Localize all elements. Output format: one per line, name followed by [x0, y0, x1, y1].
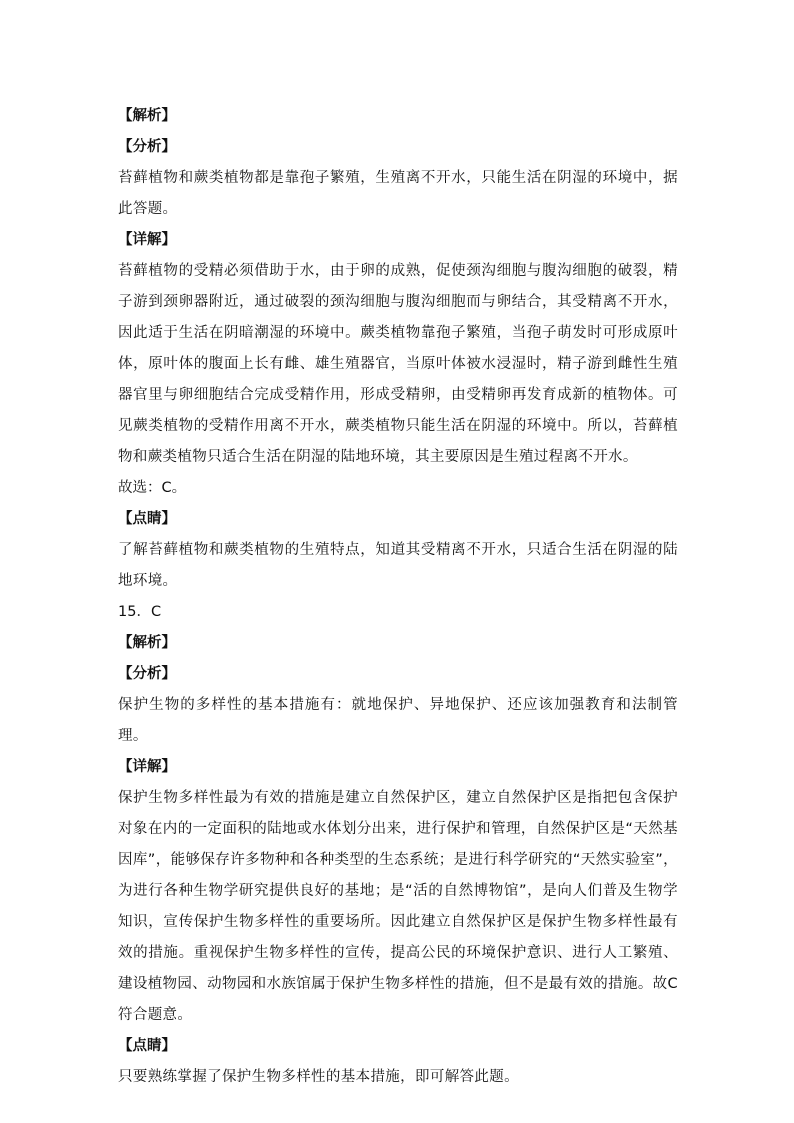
- q14-tag-xiangjie: 【详解】: [118, 232, 176, 248]
- q15-analysis: 保护生物的多样性的基本措施有：就地保护、异地保护、还应该加强教育和法制管理。: [118, 697, 678, 744]
- q15-tag-dianjing: 【点睛】: [118, 1038, 176, 1054]
- q14-tag-fenxi: 【分析】: [118, 139, 176, 155]
- q15-number: 15．C: [118, 604, 162, 620]
- q14-tag-jiexi: 【解析】: [118, 108, 176, 124]
- q15-tag-xiangjie: 【详解】: [118, 759, 176, 775]
- q15-tag-fenxi: 【分析】: [118, 666, 176, 682]
- q14-answer: 故选：C。: [118, 480, 187, 496]
- q15-tag-jiexi: 【解析】: [118, 635, 176, 651]
- q15-comment: 只要熟练掌握了保护生物多样性的基本措施，即可解答此题。: [118, 1069, 519, 1085]
- q14-tag-dianjing: 【点睛】: [118, 511, 176, 527]
- q14-analysis: 苔藓植物和蕨类植物都是靠孢子繁殖，生殖离不开水，只能生活在阴湿的环境中，据此答题。: [118, 170, 678, 217]
- document-page: [118, 101, 678, 1093]
- q15-detail: 保护生物多样性最为有效的措施是建立自然保护区，建立自然保护区是指把包含保护对象在内的一定面积的陆地或水体划分出来，进行保护和管理，自然保护区是“天然基因库”，能够保存许多物种和各种类型的生态系统；是进行科学研究的“天然实验室”，为进行各种生物学研究提供良好的基地；是“活的自然博物馆”，是向人们普及生物学知识，宣传保护生物多样性的重要场所。因此建立自然保护区是保护生物多样性最有效的措施。重视保护生物多样性的宣传，提高公民的环境保护意识、进行人工繁殖、建设植物园、动物园和水族馆属于保护生物多样性的措施，但不是最有效的措施。故C符合题意。: [118, 790, 678, 1023]
- q14-detail: 苔藓植物的受精必须借助于水，由于卵的成熟，促使颈沟细胞与腹沟细胞的破裂，精子游到颈卵器附近，通过破裂的颈沟细胞与腹沟细胞而与卵结合，其受精离不开水，因此适于生活在阴暗潮湿的环境中。蕨类植物靠孢子繁殖，当孢子萌发时可形成原叶体，原叶体的腹面上长有雌、雄生殖器官，当原叶体被水浸湿时，精子游到雌性生殖器官里与卵细胞结合完成受精作用，形成受精卵，由受精卵再发育成新的植物体。可见蕨类植物的受精作用离不开水，蕨类植物只能生活在阴湿的环境中。所以，苔藓植物和蕨类植物只适合生活在阴湿的陆地环境，其主要原因是生殖过程离不开水。: [118, 263, 678, 465]
- q14-comment: 了解苔藓植物和蕨类植物的生殖特点，知道其受精离不开水，只适合生活在阴湿的陆地环境。: [118, 542, 678, 589]
